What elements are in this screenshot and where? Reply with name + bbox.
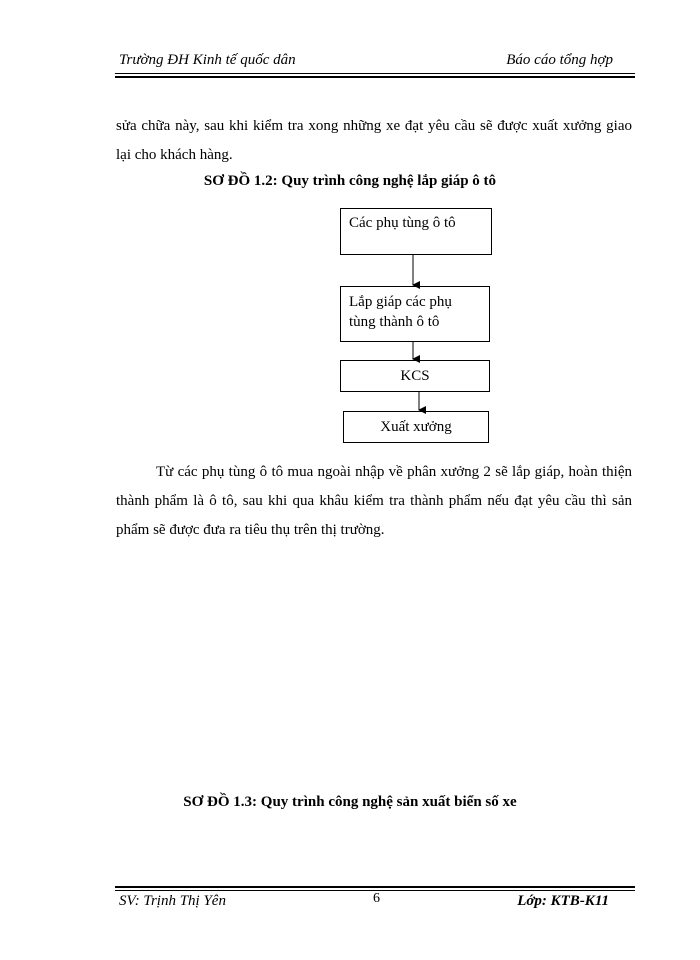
flow-step-export-label: Xuất xưởng	[380, 419, 452, 435]
page-footer	[115, 893, 637, 915]
body-paragraph-text: Từ các phụ tùng ô tô mua ngoài nhập về phân xưởng 2 sẽ lắp giáp, hoàn thiện thành phẩm là ô tô, sau khi qua khâu kiểm tra thành phẩm nếu đạt yêu cầu thì sản phẩm sẽ được đưa ra tiêu thụ trên thị trường.	[116, 464, 632, 538]
header-university: Trường ĐH Kinh tế quốc dân	[119, 52, 296, 68]
header-rule-thick	[115, 76, 635, 78]
flow-step-assembly-line2: tùng thành ô tô	[349, 314, 440, 330]
body-paragraph	[116, 458, 632, 545]
header-rule-thin	[115, 73, 635, 74]
flow-step-parts-label: Các phụ tùng ô tô	[349, 215, 456, 231]
footer-page-number: 6	[373, 891, 380, 906]
flow-step-kcs-label: KCS	[400, 368, 430, 384]
flow-step-parts	[340, 208, 492, 255]
footer-student: SV: Trịnh Thị Yên	[119, 893, 226, 909]
flow-step-export	[343, 411, 489, 443]
footer-class: Lớp: KTB-K11	[517, 893, 609, 909]
flow-step-assembly-line1: Lắp giáp các phụ	[349, 294, 452, 310]
intro-paragraph: sửa chữa này, sau khi kiểm tra xong những xe đạt yêu cầu sẽ được xuất xưởng giao lại cho khách hàng.	[116, 118, 632, 163]
header-report-type: Báo cáo tổng hợp	[506, 52, 613, 68]
diagram-1-3-title: SƠ ĐỒ 1.3: Quy trình công nghệ sản xuất biển số xe	[183, 794, 517, 810]
page-header	[115, 52, 637, 72]
footer-rule-thick	[115, 886, 635, 888]
diagram-1-2-title: SƠ ĐỒ 1.2: Quy trình công nghệ lắp giáp ô tô	[203, 173, 497, 189]
flow-step-kcs	[340, 360, 490, 392]
flow-step-assembly	[340, 286, 490, 342]
